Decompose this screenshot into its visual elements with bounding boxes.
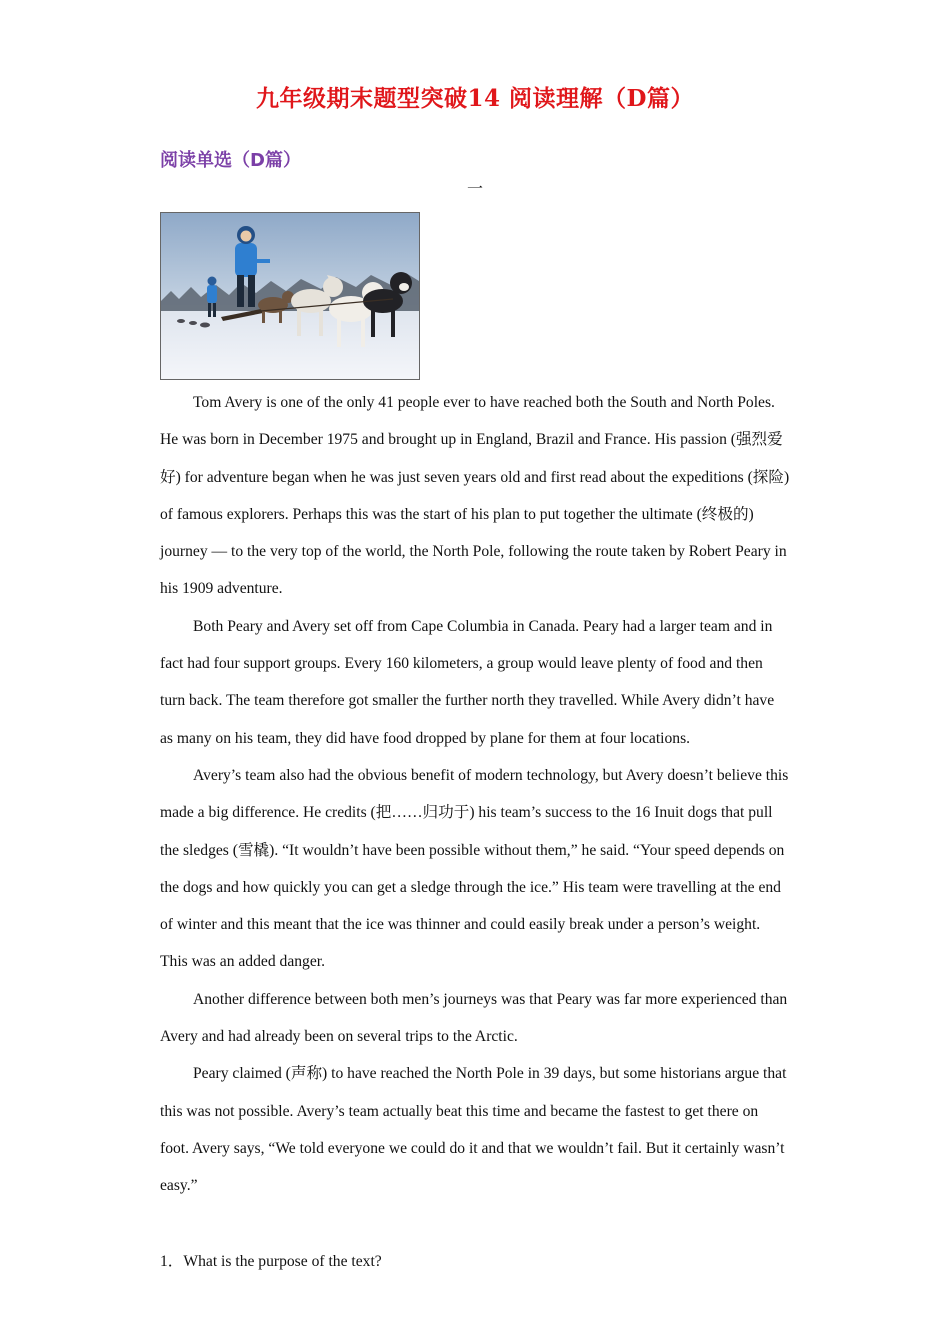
- paragraph: Avery’s team also had the obvious benefit of modern technology, but Avery doesn’t believe this made a big difference. He credits (把……归功于) his team’s success to the 16 Inuit dogs that pull the sledges (雪橇). “It wouldn’t have been possible without them,” he said. “Your speed depends on the dogs and how quickly you can get a sledge through the ice.” His team were travelling at the end of winter and this meant that the ice was thinner and could easily break under a person’s weight. This was an added danger.: [160, 766, 789, 971]
- question-1: 1．What is the purpose of the text?: [160, 1253, 382, 1270]
- dog-sled-photo: [160, 212, 420, 380]
- page-title: 九年级期末题型突破14 阅读理解（D篇）: [256, 85, 694, 112]
- paragraph: Both Peary and Avery set off from Cape Columbia in Canada. Peary had a larger team and in fact had four support groups. Every 160 kilometers, a group would leave plenty of food and then turn back. The team therefore got smaller the further north they travelled. While Avery didn’t have as many on his team, they did have food dropped by plane for them at four locations.: [160, 617, 775, 747]
- snow-ground: [161, 311, 419, 379]
- section-subtitle: 阅读单选（D篇）: [160, 150, 301, 171]
- section-mark: 一: [466, 181, 483, 198]
- paragraph: Another difference between both men’s journeys was that Peary was far more experienced than Avery and had already been on several trips to the Arctic.: [160, 990, 788, 1046]
- paragraph: Peary claimed (声称) to have reached the North Pole in 39 days, but some historians argue that this was not possible. Avery’s team actually beat this time and became the fastest to get there on foot. Avery says, “We told everyone we could do it and that we wouldn’t fail. But it certainly wasn’t easy.”: [160, 1065, 787, 1195]
- paragraph: Tom Avery is one of the only 41 people ever to have reached both the South and North Poles. He was born in December 1975 and brought up in England, Brazil and France. His passion (强烈爱好) for adventure began when he was just seven years old and first read about the expeditions (探险) of famous explorers. Perhaps this was the start of his plan to put together the ultimate (终极的) journey — to the very top of the world, the North Pole, following the route taken by Robert Peary in his 1909 adventure.: [160, 394, 790, 598]
- passage: [160, 384, 790, 1205]
